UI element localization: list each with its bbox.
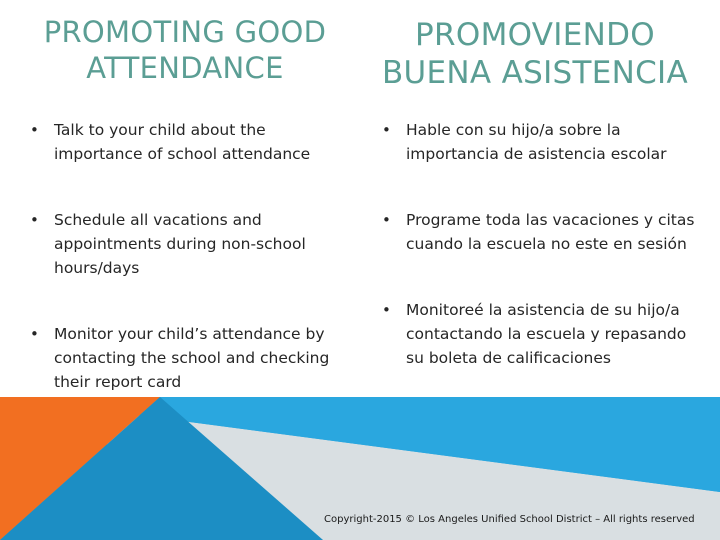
spanish-points-list [382, 118, 702, 370]
english-points-list [30, 118, 350, 394]
spanish-point-1-text: Hable con su hijo/a sobre la importancia de asistencia escolar [406, 121, 667, 163]
spanish-point-3-text: Monitoreé la asistencia de su hijo/a contactando la escuela y repasando su boleta de calificaciones [406, 301, 687, 367]
english-point-1 [30, 118, 350, 166]
bullet-icon: • [30, 211, 39, 229]
bullet-icon: • [30, 121, 39, 139]
spanish-point-2 [382, 208, 702, 256]
english-point-2-text: Schedule all vacations and appointments during non-school hours/days [54, 211, 306, 277]
bullet-icon: • [30, 325, 39, 343]
english-heading [20, 14, 350, 86]
english-point-2 [30, 208, 350, 280]
english-point-3 [30, 322, 350, 394]
spanish-heading-line-1: PROMOVIENDO [415, 17, 655, 53]
bullet-icon: • [382, 121, 391, 139]
english-point-1-text: Talk to your child about the importance of school attendance [54, 121, 311, 163]
spanish-point-1 [382, 118, 702, 166]
bullet-icon: • [382, 301, 391, 319]
bullet-icon: • [382, 211, 391, 229]
copyright-text: Copyright-2015 © Los Angeles Unified School District – All rights reserved [324, 514, 695, 525]
spanish-point-3 [382, 298, 702, 370]
english-heading-line-1: PROMOTING GOOD [43, 15, 327, 49]
spanish-heading [360, 16, 710, 92]
spanish-point-2-text: Programe toda las vacaciones y citas cuando la escuela no este en sesión [406, 211, 695, 253]
english-heading-line-2: ATTENDANCE [86, 51, 284, 85]
english-point-3-text: Monitor your child’s attendance by contacting the school and checking their report card [54, 325, 330, 391]
spanish-heading-line-2: BUENA ASISTENCIA [381, 55, 688, 91]
